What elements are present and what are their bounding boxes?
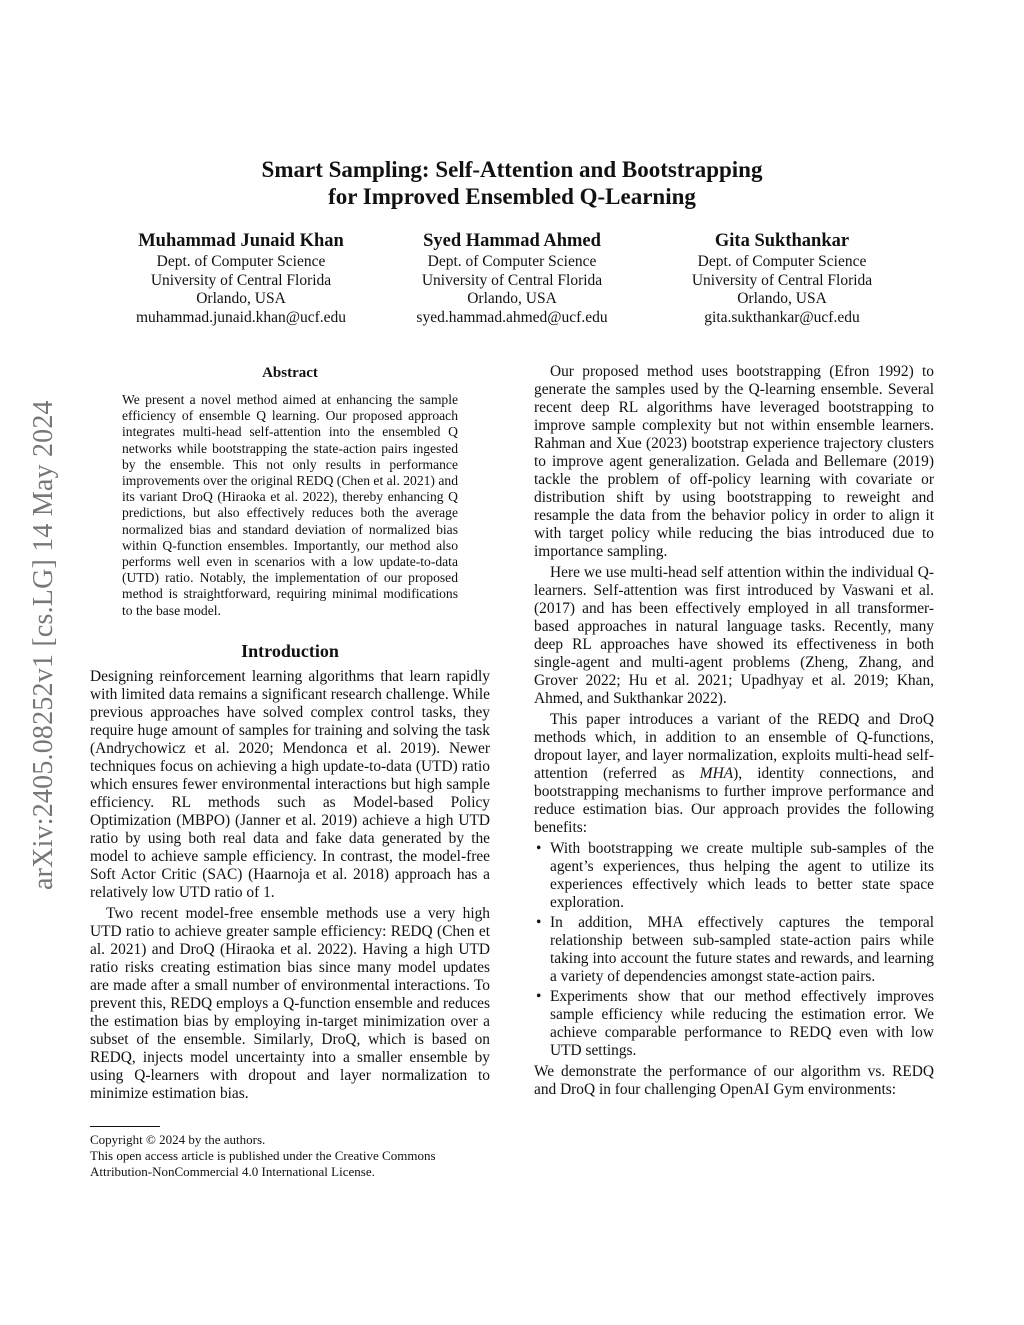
intro-paragraph-1: Designing reinforcement learning algorithms that learn rapidly with limited data remains a significant research challenge. While previous approaches have solved complex control tasks, they require huge amount of samples for training and solving the task (Andrychowicz et al. 2020; Mendonca et al. 2019). Newer techniques focus on achieving a high update-to-data (UTD) ratio which ensures fewer environmental interactions but high sample efficiency. RL methods such as Model-based Policy Optimization (MBPO) (Janner et al. 2019) achieve a high UTD ratio by using both real data and fake data generated by the model to achieve sample efficiency. In contrast, the model-free Soft Actor Critic (SAC) (Haarnoja et al. 2018) approach has a relatively low UTD ratio of 1. — [90, 667, 490, 901]
intro-paragraph-3: Our proposed method uses bootstrapping (Efron 1992) to generate the samples used by the Q-learning ensemble. Several recent deep RL algorithms have leveraged bootstrapping to improve sample complexity but not within ensemble learners. Rahman and Xue (2023) bootstrap experience trajectory clusters to improve agent generalization. Gelada and Bellemare (2019) tackle the problem of off-policy learning with covariate or distribution shift by using bootstrapping to reweight and resample the data from the behavior policy in order to align it with target policy while reducing the bias introduced due to importance sampling. — [534, 363, 934, 560]
left-column — [90, 365, 490, 1103]
copyright-line: Copyright © 2024 by the authors. — [90, 1132, 266, 1147]
author-university: University of Central Florida — [691, 271, 873, 289]
author-name: Muhammad Junaid Khan — [138, 231, 344, 251]
author-dept: Dept. of Computer Science — [427, 253, 597, 270]
author-location: Orlando, USA — [196, 290, 286, 307]
list-item: • In addition, MHA effectively captures the temporal relationship between sub-sampled state-action pairs while taking into account the future states and rewards, and learning a variety of dependencies amongst state-action pairs. — [534, 914, 934, 986]
author-email: gita.sukthankar@ucf.edu — [704, 308, 860, 326]
author-university: University of Central Florida — [421, 271, 603, 289]
title-line-1: Smart Sampling: Self-Attention and Bootstrapping — [261, 157, 763, 182]
p5-text-before: This paper introduces a variant of the REDQ and DroQ methods which, in addition to an ensemble of Q-functions, dropout layer, and layer normalization, exploits multi-head self-attention (referred as — [534, 711, 934, 782]
intro-paragraph-5 — [534, 711, 934, 837]
author-email: muhammad.junaid.khan@ucf.edu — [135, 308, 347, 326]
copyright-footnote — [90, 1126, 490, 1180]
title-line-2: for Improved Ensembled Q-Learning — [328, 184, 696, 209]
author-location: Orlando, USA — [467, 290, 557, 307]
arxiv-identifier: arXiv:2405.08252v1 [cs.LG] 14 May 2024 — [28, 400, 59, 890]
list-item: • With bootstrapping we create multiple sub-samples of the agent’s experiences, thus helping the agent to utilize its experiences effectively which leads to better state space exploration. — [534, 840, 934, 912]
author-name: Gita Sukthankar — [714, 231, 850, 251]
p5-text-after: ), identity connections, and bootstrapping mechanisms to further improve performance and reduce estimation bias. Our approach provides the following benefits: — [534, 765, 934, 836]
author-2 — [367, 230, 657, 327]
author-dept: Dept. of Computer Science — [697, 253, 867, 270]
list-item: • Experiments show that our method effectively improves sample efficiency while reducing the estimation error. We achieve comparable performance to REDQ even with low UTD settings. — [534, 988, 934, 1060]
author-location: Orlando, USA — [737, 290, 827, 307]
author-name: Syed Hammad Ahmed — [423, 231, 601, 251]
paper-title — [0, 156, 1024, 210]
author-block — [100, 230, 920, 330]
mha-term: MHA — [699, 765, 734, 782]
author-3 — [637, 230, 927, 327]
intro-paragraph-6: We demonstrate the performance of our algorithm vs. REDQ and DroQ in four challenging OpenAI Gym environments: — [534, 1063, 934, 1098]
intro-paragraph-2: Two recent model-free ensemble methods use a very high UTD ratio to achieve greater sample efficiency: REDQ (Chen et al. 2021) and DroQ (Hiraoka et al. 2022). Having a high UTD ratio risks creating estimation bias since many model updates are made after a small number of environmental interactions. To prevent this, REDQ employs a Q-function ensemble and reduces the estimation bias by employing in-target minimization over a subset of the ensemble. Similarly, DroQ, which is based on REDQ, injects model uncertainty into a smaller ensemble by using Q-learners with dropout and layer normalization to minimize estimation bias. — [90, 904, 490, 1102]
author-university: University of Central Florida — [150, 271, 332, 289]
right-column — [534, 363, 934, 1099]
footnote-divider — [90, 1126, 160, 1127]
abstract-heading: Abstract — [262, 365, 318, 381]
author-dept: Dept. of Computer Science — [156, 253, 326, 270]
benefits-list — [534, 840, 934, 1060]
intro-paragraph-4: Here we use multi-head self attention within the individual Q-learners. Self-attention was first introduced by Vaswani et al. (2017) and has been effectively employed in all transformer-based approaches in natural language tasks. Recently, many deep RL approaches have showed its effectiveness in both single-agent and multi-agent problems (Zheng, Zhang, and Grover 2022; Hu et al. 2021; Upadhyay et al. 2019; Khan, Ahmed, and Sukthankar 2022). — [534, 564, 934, 707]
abstract-text: We present a novel method aimed at enhancing the sample efficiency of ensemble Q learning. Our proposed approach integrates multi-head self-attention into the ensembled Q networks while bootstrapping the state-action pairs ingested by the ensemble. This not only results in performance improvements over the original REDQ (Chen et al. 2021) and its variant DroQ (Hiraoka et al. 2022), thereby enhancing Q predictions, but also effectively reduces both the average normalized bias and standard deviation of normalized bias within Q-function ensembles. Importantly, our method also performs well even in scenarios with a low update-to-data (UTD) ratio. Notably, the implementation of our proposed method is straightforward, requiring minimal modifications to the base model. — [122, 392, 458, 618]
introduction-heading: Introduction — [241, 640, 339, 661]
author-email: syed.hammad.ahmed@ucf.edu — [416, 308, 608, 326]
author-1 — [96, 230, 386, 327]
license-line: This open access article is published under the Creative Commons Attribution-NonCommercial 4.0 International License. — [90, 1148, 436, 1179]
